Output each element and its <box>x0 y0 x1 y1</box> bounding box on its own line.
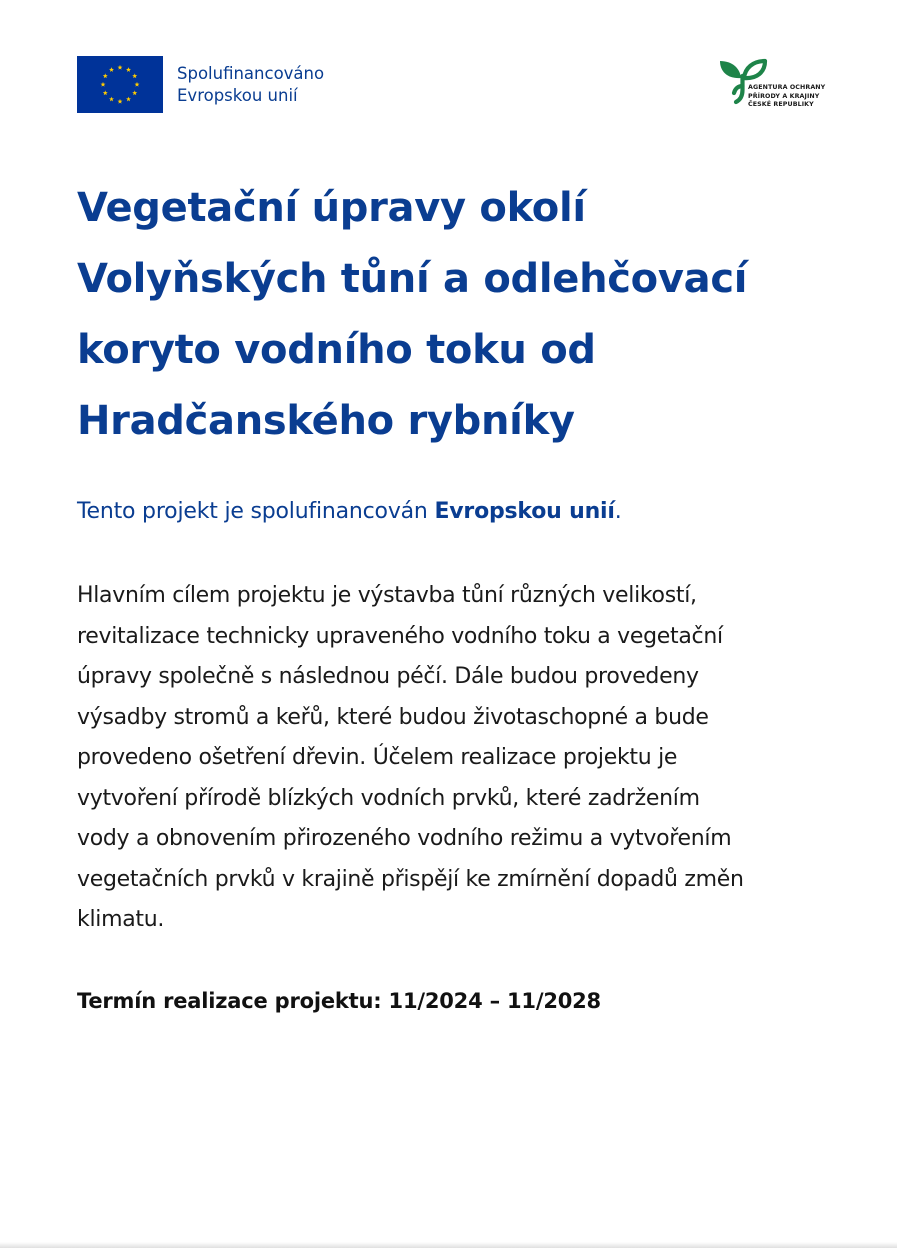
eu-flag-icon <box>77 56 163 113</box>
intro-statement <box>77 496 622 528</box>
project-term: Termín realizace projektu: 11/2024 – 11/2028 <box>77 989 601 1013</box>
body-line-1: Hlavním cílem projektu je výstavba tůní různých velikostí, <box>77 583 697 608</box>
agency-name-line2: PŘÍRODY A KRAJINY <box>748 92 820 100</box>
project-description <box>77 576 857 941</box>
agency-name-line3: ČESKÉ REPUBLIKY <box>748 101 814 109</box>
intro-bold: Evropskou unií <box>434 499 615 524</box>
intro-prefix: Tento projekt je spolufinancován <box>77 499 435 524</box>
body-line-2: revitalizace technicky upraveného vodního toku a vegetační <box>77 623 723 649</box>
body-line-9: klimatu. <box>77 907 165 932</box>
body-line-7: vody a obnovením přirozeného vodního režimu a vytvořením <box>77 826 732 851</box>
agency-name-line1: AGENTURA OCHRANY <box>748 84 826 91</box>
title-line-3: koryto vodního toku od <box>77 327 596 373</box>
page-title <box>77 173 837 457</box>
title-line-1: Vegetační úpravy okolí <box>77 185 586 231</box>
eu-text-line2: Evropskou unií <box>177 85 298 105</box>
eu-cofunding-badge <box>77 56 324 113</box>
title-line-4: Hradčanského rybníky <box>77 398 575 444</box>
intro-suffix: . <box>614 499 622 524</box>
body-line-5: provedeno ošetření dřevin. Účelem realizace projektu je <box>77 745 678 770</box>
agency-name <box>748 84 825 110</box>
body-line-3: úpravy společně s následnou péčí. Dále budou provedeny <box>77 664 699 689</box>
agency-logo-block <box>716 56 826 118</box>
body-line-8: vegetačních prvků v krajině přispějí ke zmírnění dopadů změn <box>77 866 744 892</box>
title-line-2: Volyňských tůní a odlehčovací <box>77 256 748 302</box>
eu-text-line1: Spolufinancováno <box>177 63 325 83</box>
body-line-4: výsadby stromů a keřů, které budou životaschopné a bude <box>77 704 709 730</box>
body-line-6: vytvoření přírodě blízkých vodních prvků, které zadržením <box>77 785 700 811</box>
page-bottom-edge <box>0 1242 897 1248</box>
eu-cofunding-text <box>177 63 324 107</box>
